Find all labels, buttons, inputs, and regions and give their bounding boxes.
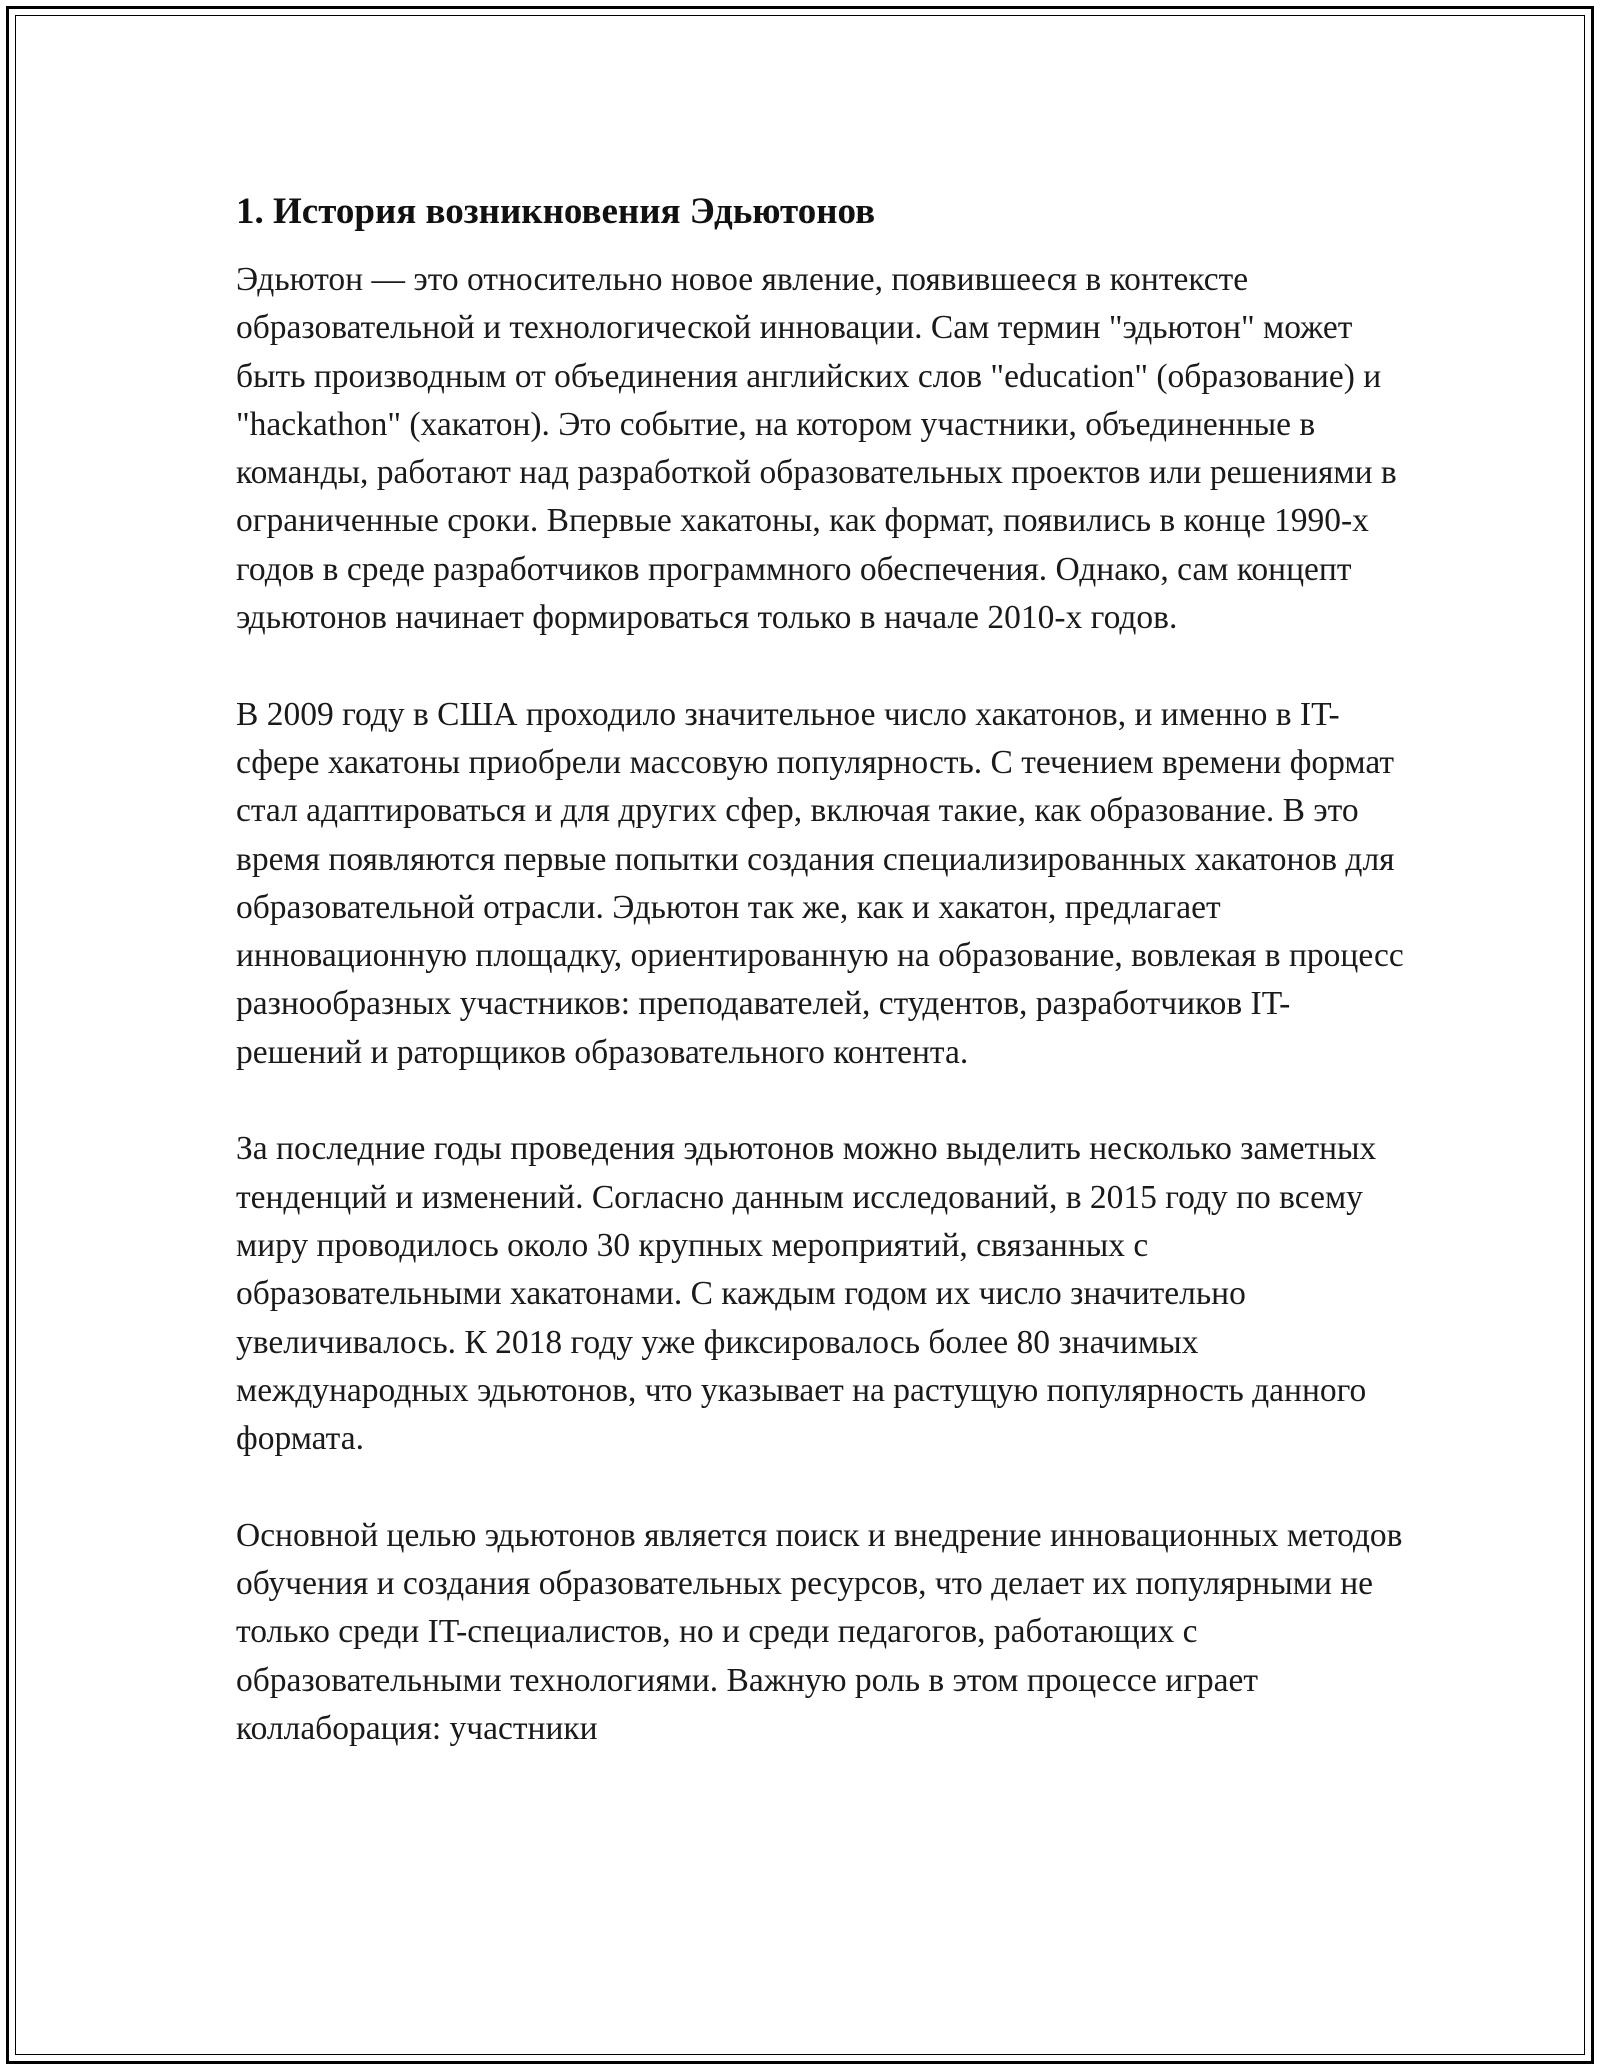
- section-heading: 1. История возникновения Эдьютонов: [236, 191, 876, 232]
- paragraph-2: В 2009 году в США проходило значительное число хакатонов, и именно в IT-сфере хакатоны приобрели массовую популярность. С течением времени формат стал адаптироваться и для других сфер, включая такие, как образование. В это время появляются первые попытки создания специализированных хакатонов для образовательной отрасли. Эдьютон так же, как и хакатон, предлагает инновационную площадку, ориентированную на образование, вовлекая в процесс разнообразных участников: преподавателей, студентов, разработчиков IT-решений и раторщиков образовательного контента.: [236, 695, 1404, 1071]
- paragraph-4: Основной целью эдьютонов является поиск и внедрение инновационных методов обучения и создания образовательных ресурсов, что делает их популярными не только среди IT-специалистов, но и среди педагогов, работающих с образовательными технологиями. Важную роль в этом процессе играет коллаборация: участники: [236, 1516, 1403, 1747]
- document-body: [236, 188, 1406, 1802]
- paragraph-1: Эдьютон — это относительно новое явление, появившееся в контексте образовательной и технологической инновации. Сам термин "эдьютон" может быть производным от объединения английских слов "education" (образование) и "hackathon" (хакатон). Это событие, на котором участники, объединенные в команды, работают над разработкой образовательных проектов или решениями в ограниченные сроки. Впервые хакатоны, как формат, появились в конце 1990-х годов в среде разработчиков программного обеспечения. Однако, сам концепт эдьютонов начинает формироваться только в начале 2010-х годов.: [236, 261, 1397, 637]
- paragraph-3: За последние годы проведения эдьютонов можно выделить несколько заметных тенденций и изменений. Согласно данным исследований, в 2015 году по всему миру проводилось около 30 крупных мероприятий, связанных с образовательными хакатонами. С каждым годом их число значительно увеличивалось. К 2018 году уже фиксировалось более 80 значимых международных эдьютонов, что указывает на растущую популярность данного формата.: [236, 1130, 1377, 1458]
